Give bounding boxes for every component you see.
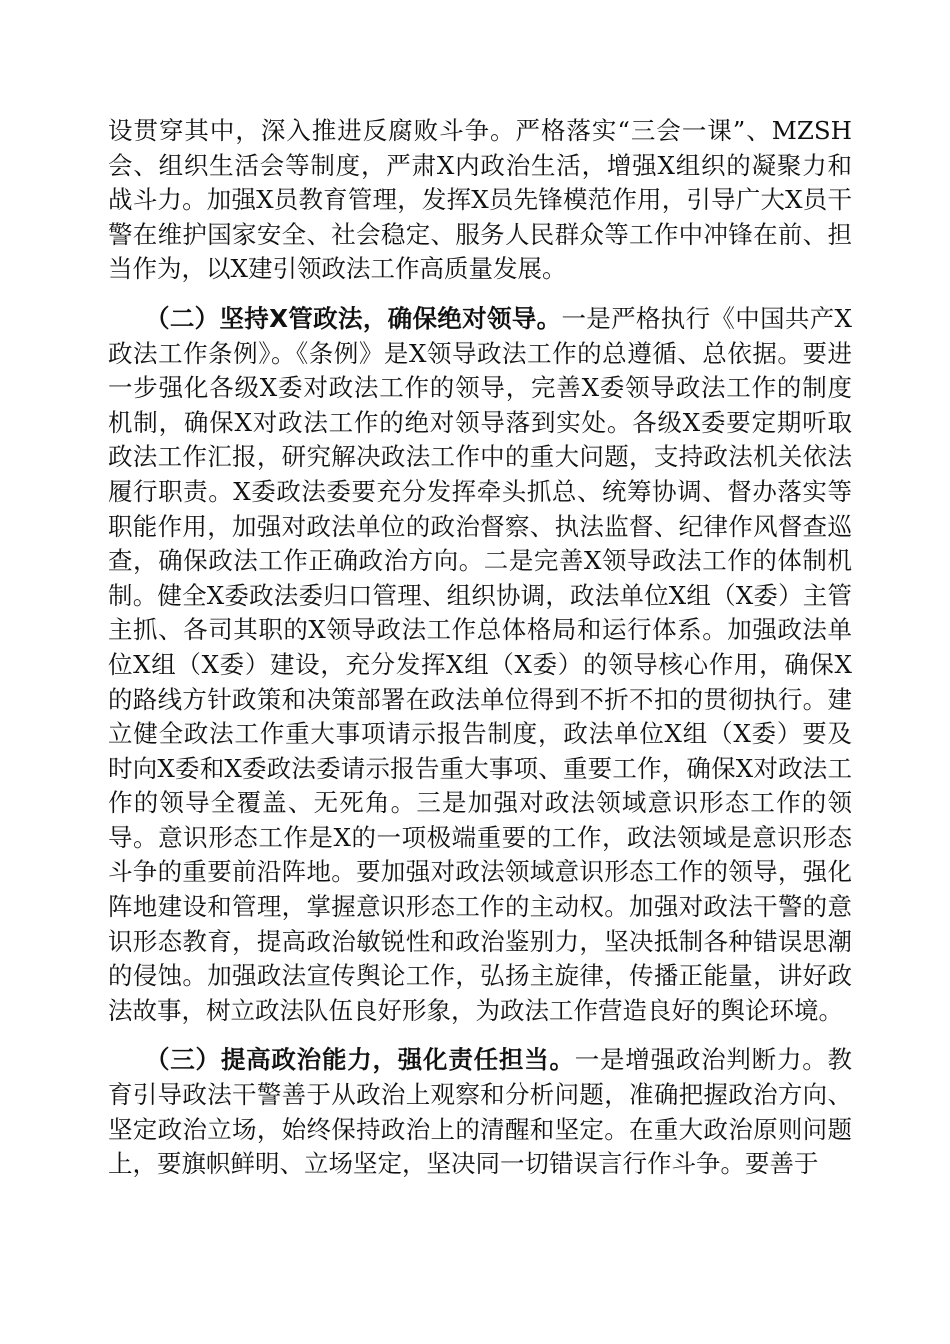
paragraph-section-3	[108, 1043, 852, 1181]
paragraph-body: 一是严格执行《中国共产X政法工作条例》。《条例》是X领导政法工作的总遵循、总依据。要进一步强化各级X委对政法工作的领导，完善X委领导政法工作的制度机制，确保X对政法工作的绝对领导落到实处。各级X委要定期听取政法工作汇报，研究解决政法工作中的重大问题，支持政法机关依法履行职责。X委政法委要充分发挥牵头抓总、统筹协调、督办落实等职能作用，加强对政法单位的政治督察、执法监督、纪律作风督查巡查，确保政法工作正确政治方向。二是完善X领导政法工作的体制机制。健全X委政法委归口管理、组织协调，政法单位X组（X委）主管主抓、各司其职的X领导政法工作总体格局和运行体系。加强政法单位X组（X委）建设，充分发挥X组（X委）的领导核心作用，确保X的路线方针政策和决策部署在政法单位得到不折不扣的贯彻执行。建立健全政法工作重大事项请示报告制度，政法单位X组（X委）要及时向X委和X委政法委请示报告重大事项、重要工作，确保X对政法工作的领导全覆盖、无死角。三是加强对政法领域意识形态工作的领导。意识形态工作是X的一项极端重要的工作，政法领域是意识形态斗争的重要前沿阵地。要加强对政法领域意识形态工作的领导，强化阵地建设和管理，掌握意识形态工作的主动权。加强对政法干警的意识形态教育，提高政治敏锐性和政治鉴别力，坚决抵制各种错误思潮的侵蚀。加强政法宣传舆论工作，弘扬主旋律，传播正能量，讲好政法故事，树立政法队伍良好形象，为政法工作营造良好的舆论环境。	[108, 303, 852, 1025]
paragraph-continuation	[108, 114, 852, 287]
paragraph-section-2	[108, 302, 852, 1028]
document-page	[108, 114, 852, 1197]
paragraph-body: 一是增强政治判断力。教育引导政法干警善于从政治上观察和分析问题，准确把握政治方向、坚定政治立场，始终保持政治上的清醒和坚定。在重大政治原则问题上，要旗帜鲜明、立场坚定，坚决同一切错误言行作斗争。要善于	[108, 1045, 853, 1179]
section-heading: （二）坚持X管政法，确保绝对领导。	[145, 303, 562, 333]
section-heading: （三）提高政治能力，强化责任担当。	[145, 1045, 575, 1075]
paragraph-body: 设贯穿其中，深入推进反腐败斗争。严格落实“三会一课”、MZSH会、组织生活会等制度，严肃X内政治生活，增强X组织的凝聚力和战斗力。加强X员教育管理，发挥X员先锋模范作用，引导广大X员干警在维护国家安全、社会稳定、服务人民群众等工作中冲锋在前、担当作为，以X建引领政法工作高质量发展。	[108, 116, 852, 284]
